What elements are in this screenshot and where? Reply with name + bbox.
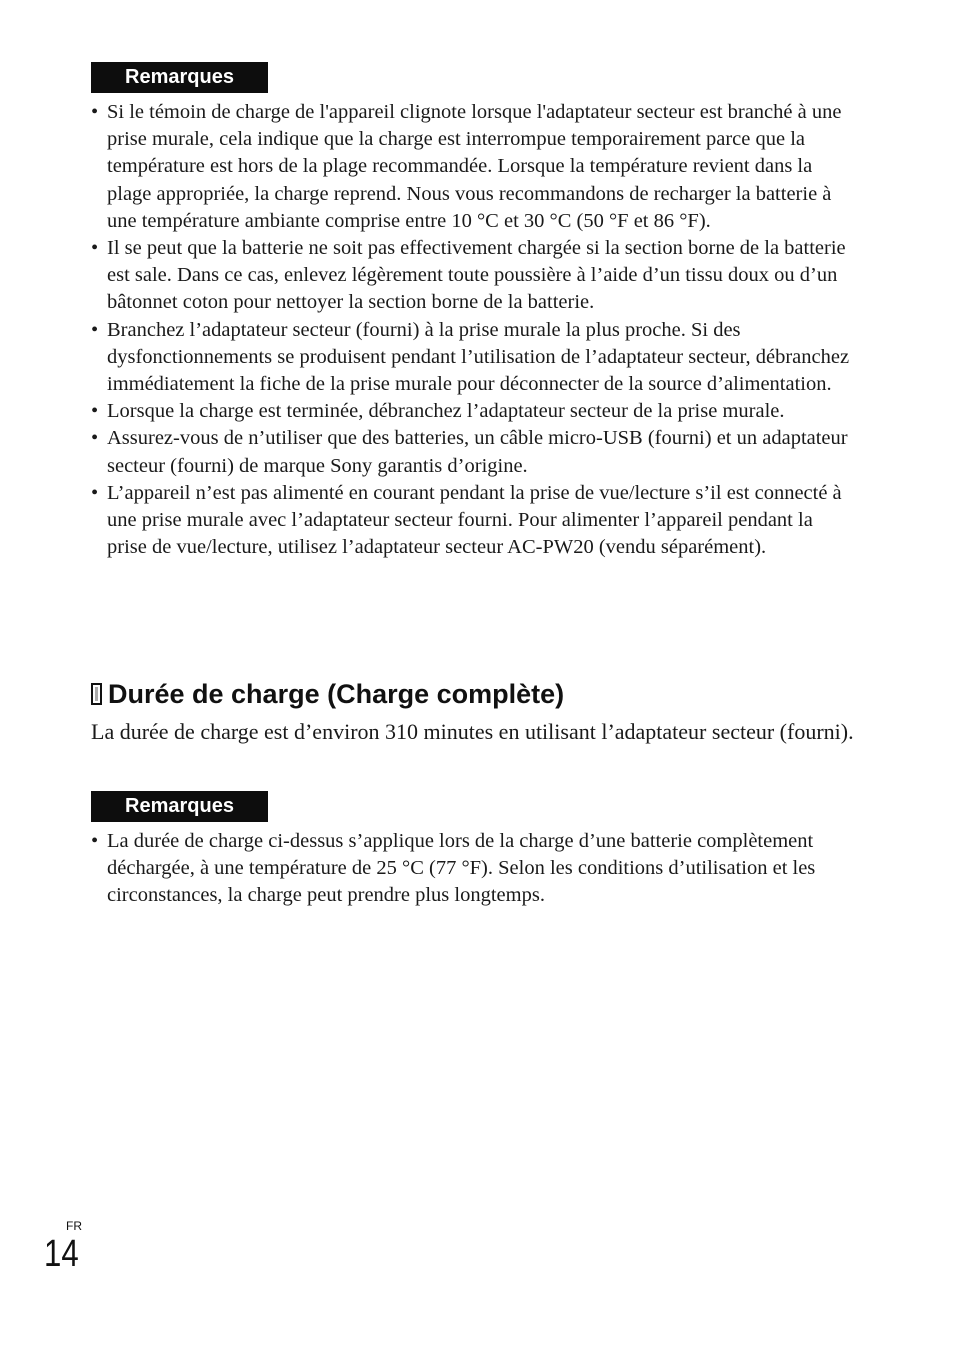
list-item-text: L’appareil n’est pas alimenté en courant pendant la prise de vue/lecture s’il est connecté à une prise murale avec l’adaptateur secteur fourni. Pour alimenter l’appareil pendant la prise de vue/lecture, utilisez l’adaptateur secteur AC-PW20 (vendu séparément). [107,481,842,559]
bullet-icon: • [91,830,99,852]
list-item [91,99,851,235]
bullet-icon: • [91,427,99,450]
section-marker-icon [91,683,102,705]
list-item [91,317,851,399]
list-item-text: Lorsque la charge est terminée, débranchez l’adaptateur secteur de la prise murale. [107,400,785,423]
bullet-icon: • [91,400,99,423]
list-item [91,425,851,479]
remarks-label: Remarques [91,791,268,822]
bullet-icon: • [91,318,99,341]
list-item-text: Branchez l’adaptateur secteur (fourni) à la prise murale la plus proche. Si des dysfonctionnements se produisent pendant l’utilisation de l’adaptateur secteur, débranchez immédiatement la fiche de la prise murale pour déconnecter de la source d’alimentation. [107,318,850,396]
section-heading [91,677,564,711]
list-item-text: Si le témoin de charge de l'appareil clignote lorsque l'adaptateur secteur est branché à une prise murale, cela indique que la charge est interrompue temporairement parce que la température est hors de la plage recommandée. Lorsque la température revient dans la plage appropriée, la charge reprend. Nous vous recommandons de recharger la batterie à une température ambiante comprise entre 10 °C et 30 °C (50 °F et 86 °F). [107,101,842,232]
bullet-icon: • [91,481,99,504]
remarks-list [91,828,851,910]
list-item [91,235,851,317]
list-item-text: Il se peut que la batterie ne soit pas effectivement chargée si la section borne de la batterie est sale. Dans ce cas, enlevez légèrement toute poussière à l’aide d’un tissu doux ou d’un bâtonnet coton pour nettoyer la section borne de la batterie. [107,237,846,314]
list-item-text: La durée de charge ci-dessus s’applique lors de la charge d’une batterie complètement déchargée, à une température de 25 °C (77 °F). Selon les conditions d’utilisation et les circonstances, la charge peut prendre plus longtemps. [107,830,816,907]
list-item [91,480,851,562]
remarks-list [91,99,851,561]
list-item [91,398,851,425]
page-number: 14 [44,1233,79,1275]
section-heading-text: Durée de charge (Charge complète) [108,679,565,709]
list-item [91,828,851,910]
list-item-text: Assurez-vous de n’utiliser que des batteries, un câble micro-USB (fourni) et un adaptateur secteur (fourni) de marque Sony garantis d’origine. [107,427,848,477]
charge-time-paragraph: La durée de charge est d’environ 310 minutes en utilisant l’adaptateur secteur (fourni). [91,719,854,744]
bullet-icon: • [91,237,99,260]
language-code: FR [66,1219,82,1233]
remarks-label: Remarques [91,62,268,93]
bullet-icon: • [91,101,99,123]
